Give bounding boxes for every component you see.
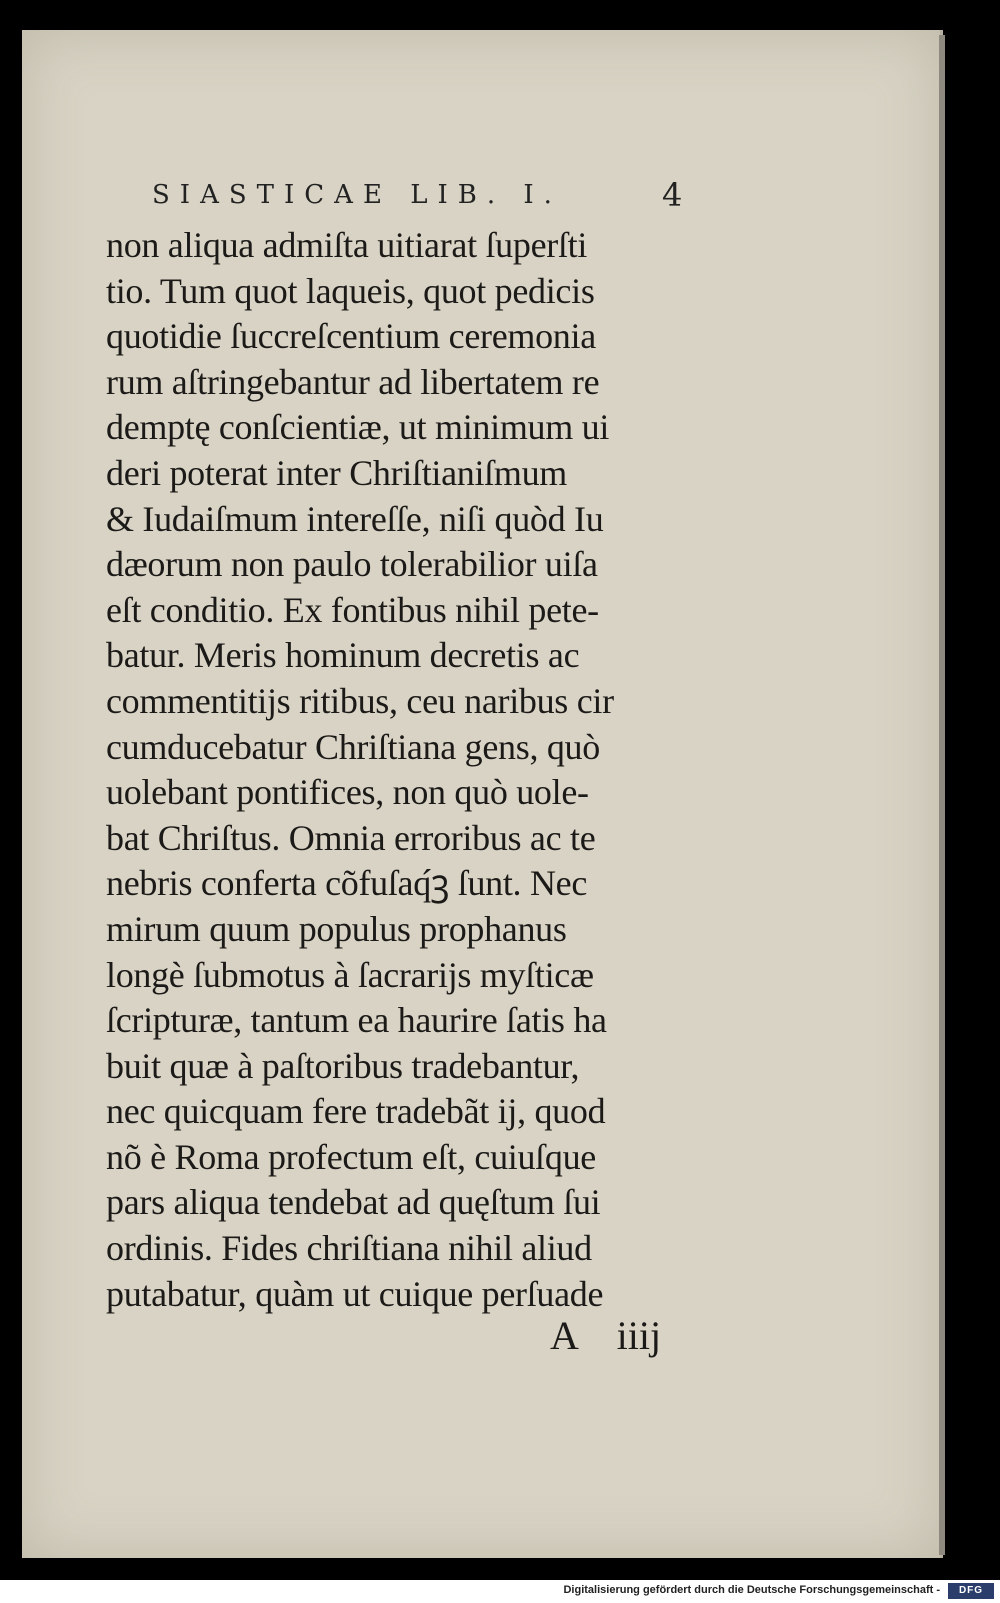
text-line: deri poterat inter Chriſtianiſmum (106, 452, 567, 493)
text-line: cumducebatur Chriſtiana gens, quò (106, 726, 600, 767)
text-line: bat Chriſtus. Omnia erroribus ac te (106, 817, 596, 858)
text-line: rum aſtringebantur ad libertatem re (106, 361, 600, 402)
text-line: pars aliqua tendebat ad quęſtum ſui (106, 1182, 601, 1223)
text-block (106, 223, 746, 1317)
funding-credit: Digitalisierung gefördert durch die Deutsche Forschungsgemeinschaft - (563, 1584, 940, 1596)
text-line: demptę conſcientiæ, ut minimum ui (106, 407, 610, 448)
text-line: eſt conditio. Ex fontibus nihil pete- (106, 589, 599, 630)
text-line: batur. Meris hominum decretis ac (106, 635, 580, 676)
text-line: putabatur, quàm ut cuique perſuade (106, 1273, 604, 1314)
text-line: uolebant pontifices, non quò uole- (106, 772, 589, 813)
text-line: commentitijs ritibus, ceu naribus cir (106, 680, 614, 721)
text-line: & Iudaiſmum intereſſe, niſi quòd Iu (106, 498, 604, 539)
text-line: ordinis. Fides chriſtiana nihil aliud (106, 1228, 592, 1269)
text-line: longè ſubmotus à ſacrarijs myſticæ (106, 954, 594, 995)
page-edge (939, 35, 945, 1555)
text-line: dæorum non paulo tolerabilior uiſa (106, 544, 598, 585)
running-head: SIASTICAE LIB. I. (152, 180, 562, 210)
text-line: nebris conferta cõfuſaq́ꝫ ſunt. Nec (106, 863, 587, 904)
text-line: quotidie ſuccreſcentium ceremonia (106, 316, 596, 357)
dfg-logo-icon: DFG (948, 1583, 994, 1599)
text-line: mirum quum populus prophanus (106, 908, 567, 949)
footer-bar (0, 1580, 1000, 1603)
text-line: ſcripturæ, tantum ea haurire ſatis ha (106, 1000, 607, 1041)
text-line: nõ è Roma profectum eſt, cuiuſque (106, 1136, 596, 1177)
signature-mark: A iiij (550, 1313, 662, 1358)
text-line: non aliqua admiſta uitiarat ſuperſti (106, 225, 588, 265)
text-line: buit quæ à paſtoribus tradebantur, (106, 1045, 580, 1086)
text-line: tio. Tum quot laqueis, quot pedicis (106, 270, 595, 311)
page-number: 4 (662, 176, 683, 214)
text-line: nec quicquam fere tradebãt ij, quod (106, 1091, 606, 1132)
book-page (22, 30, 943, 1558)
